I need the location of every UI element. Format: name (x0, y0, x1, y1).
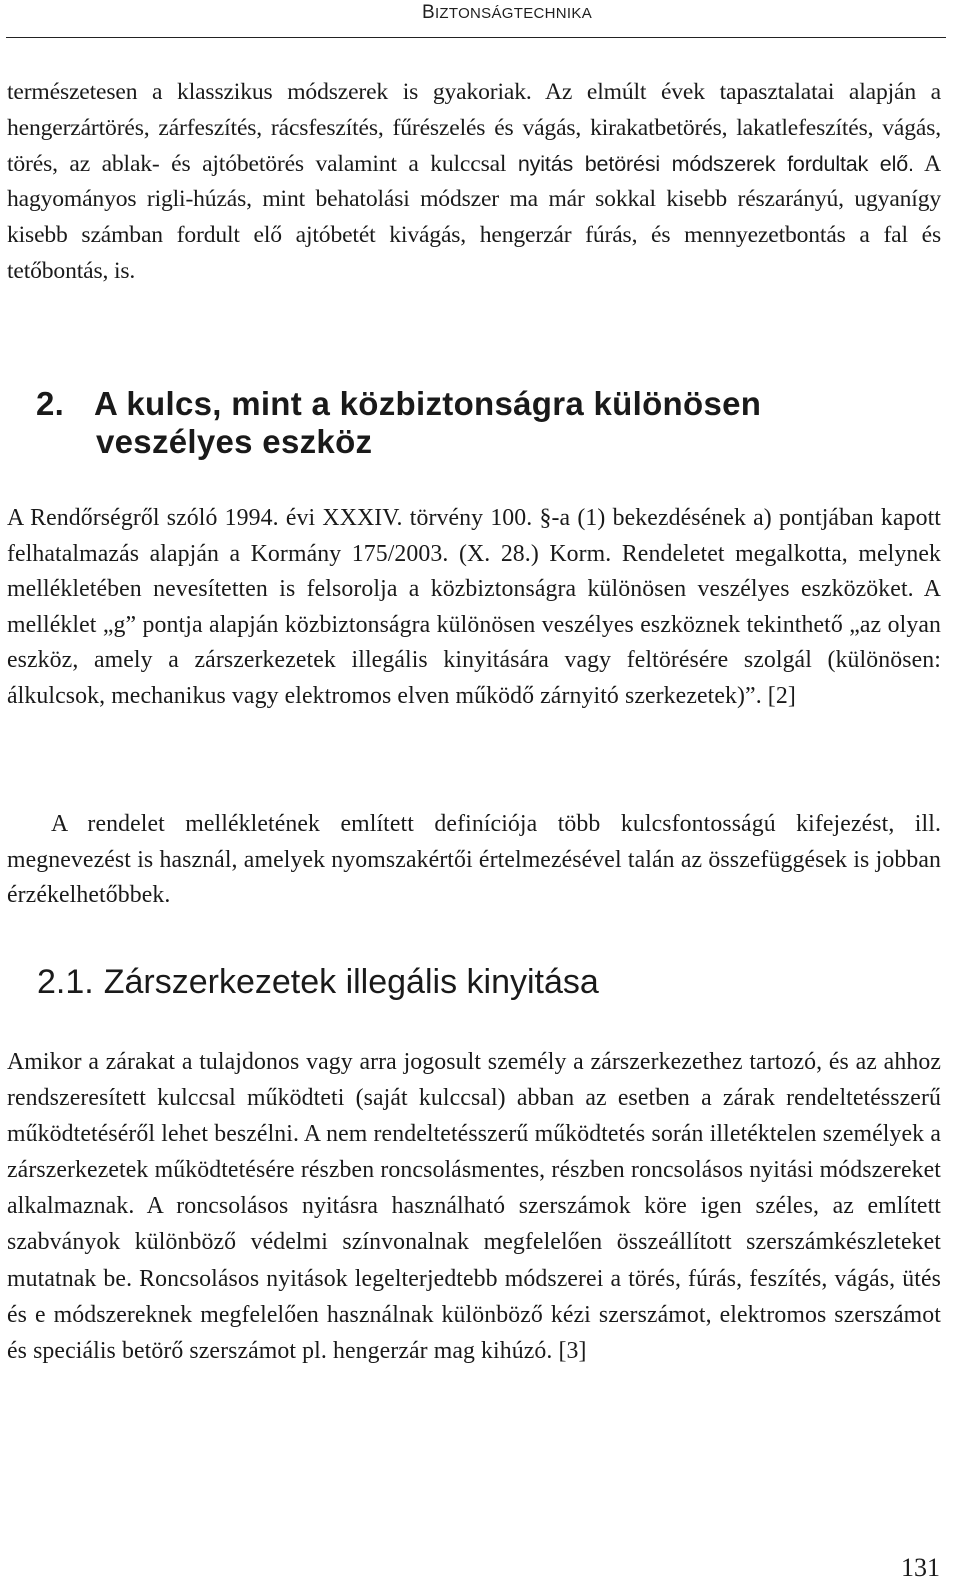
section-heading-2 (36, 385, 916, 461)
running-head (192, 2, 592, 24)
paragraph-regulation: A Rendőrségről szóló 1994. évi XXXIV. törvény 100. §-a (1) bekezdésének a) pontjában kapott felhatalmazás alapján a Kormány 175/2003. (X. 28.) Korm. Rendeletet megalkotta, melynek mellékletében nevesítetten is felsorolja a közbiztonságra különösen veszélyes eszközöket. A melléklet „g” pontja alapján közbiztonságra különösen veszélyes eszköznek tekinthető „az olyan eszköz, amely a zárszerkezetek illegális kinyitására vagy feltörésére szolgál (különösen: álkulcsok, mechanikus vagy elektromos elven működő zárnyitó szerkezetek)”. [2] (7, 505, 941, 709)
paragraph-intro-tail: nyitás betörési módszerek fordultak elő. (517, 151, 914, 176)
paragraph-illegal-opening: Amikor a zárakat a tulajdonos vagy arra jogosult személy a zárszerkezethez tartozó, és az ahhoz rendszeresített kulccsal működteti (saját kulccsal) abban az esetben a zárak rendeltetésszerű működtetéséről lehet beszélni. A nem rendeltetésszerű működtetés során illetéktelen személyek a zárszerkezetek működtetésére részben roncsolásmentes, részben roncsolásos nyitási módszereket alkalmaznak. A roncsolásos nyitásra használható szerszámok köre igen széles, az említett szabványok különböző védelmi színvonalnak megfelelően összeállított szerszámkészleteket mutatnak be. Roncsolásos nyitások legelterjedtebb módszerei a törés, fúrás, feszítés, vágás, ütés és e módszereknek megfelelően használnak különböző kézi szerszámot, elektromos szerszámot és speciális betörő szerszámot pl. hengerzár mag kihúzó. [3] (7, 1049, 941, 1364)
paragraph-intro-main: természetesen a klasszikus módszerek is gyakoriak. Az elmúlt évek tapasztalatai alapján a hengerzártörés, zárfeszítés, rácsfeszítés, fűrészelés és vágás, kirakatbetörés, lakatlefeszítés, vágás, törés, az ablak- és ajtóbetörés valamint a kulccsal (7, 79, 941, 177)
section-title-line-1: A kulcs, mint a közbiztonságra különösen (94, 385, 762, 422)
subsection-title: Zárszerkezetek illegális kinyitása (103, 963, 599, 1001)
running-head-initial: B (421, 2, 435, 23)
header-rule (6, 37, 946, 38)
paragraph-intro (7, 75, 941, 290)
paragraph-intro-rest: A hagyományos rigli-húzás, mint behatolási módszer ma már sokkal kisebb részarányú, ugyanígy kisebb számban fordult elő ajtóbetét kivágás, hengerzár fúrás, és mennyezetbontás a fal és tetőbontás, is. (7, 150, 942, 284)
page-number: 131 (901, 1553, 940, 1582)
subsection-number: 2.1. (37, 963, 94, 1001)
paragraph-definition: A rendelet mellékletének említett definíciója több kulcsfontosságú kifejezést, ill. megnevezést is használ, amelyek nyomszakértői értelmezésével talán az összefüggések is jobban érzékelhetőbbek. (7, 811, 941, 909)
section-number: 2. (36, 385, 65, 422)
subsection-heading-2-1 (37, 960, 599, 1004)
running-head-rest: IZTONSÁGTECHNIKA (434, 5, 592, 22)
section-title-line-2: veszélyes eszköz (96, 423, 373, 460)
